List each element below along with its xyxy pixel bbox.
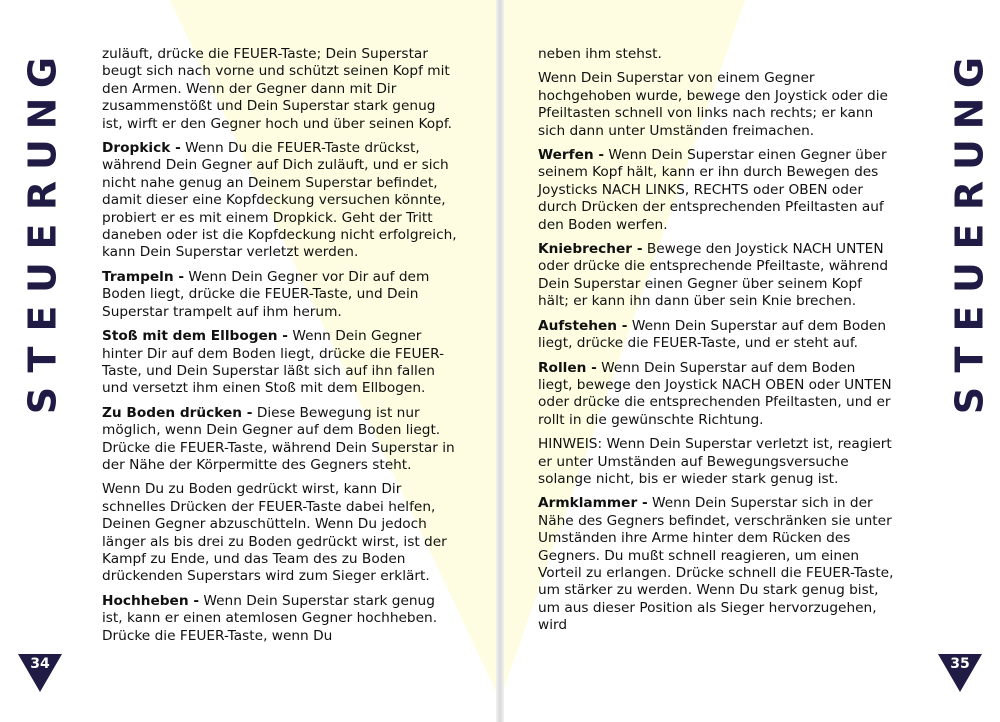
paragraph-term: Kniebrecher - [538,241,643,258]
paragraph [102,481,458,585]
right-page-text [538,46,894,642]
right-page-number [938,654,982,694]
side-title-letter: E [947,305,992,332]
paragraph-term: Dropkick - [102,140,181,157]
paragraph-body: Wenn Du die FEUER-Taste drückst, während Dein Gegner auf Dich zuläuft, und er sich nicht nahe genug an Deinem Superstar befindet, damit dieser eine Kopfdeckung versuchen könnte, probiert er es mit einem Dropkick. Geht der Tritt daneben oder ist die Kopfdeckung nicht erfolgreich, kann Dein Superstar verletzt werden. [102,140,457,261]
paragraph-body: Wenn Dein Superstar sich in der Nähe des Gegners befindet, verschränken sie unter Umständen ihre Arme hinter dem Rücken des Gegners. Du mußt schnell reagieren, um einen Vorteil zu erlangen. Drücke schnell die FEUER-Taste, um stärker zu werden. Wenn Du stark genug bist, um aus dieser Position als Sieger hervorzugehen, wird [538,495,894,634]
side-title-letter: T [20,346,65,373]
paragraph [538,495,894,634]
side-title-letter: E [947,223,992,250]
paragraph-term: Stoß mit dem Ellbogen - [102,328,288,345]
right-side-title [947,52,993,421]
paragraph [538,147,894,234]
paragraph-body: Wenn Dein Gegner vor Dir auf dem Boden liegt, drücke die FEUER-Taste, und Dein Superstar trampelt auf ihm herum. [102,268,430,320]
side-title-letter: U [947,262,992,293]
paragraph-term: Werfen - [538,147,605,164]
paragraph-body: neben ihm stehst. [538,46,662,62]
paragraph [102,593,458,645]
side-title-letter: N [947,97,992,130]
paragraph [102,405,458,475]
paragraph [102,328,458,398]
paragraph-body: Wenn Dein Superstar auf dem Boden liegt, bewege den Joystick NACH OBEN oder UNTEN oder drücke die entsprechenden Pfeiltasten, und er rollt in die gewünschte Richtung. [538,359,892,428]
side-title-letter: S [20,386,65,415]
paragraph-term: Zu Boden drücken - [102,404,253,421]
side-title-letter: R [947,180,992,211]
paragraph [102,269,458,321]
paragraph-body: zuläuft, drücke die FEUER-Taste; Dein Superstar beugt sich nach vorne und schützt seinen Kopf mit den Armen. Wenn der Gegner dann mit Dir zusammenstößt und Dein Superstar stark genug ist, wirft er den Gegner hoch und über seinen Kopf. [102,46,453,132]
right-page [500,0,1000,722]
side-title-letter: G [20,56,65,89]
paragraph-term: Trampeln - [102,268,185,285]
paragraph-term: Aufstehen - [538,317,628,334]
paragraph-body: Wenn Dein Superstar stark genug ist, kann er einen atemlosen Gegner hochheben. Drücke die FEUER-Taste, wenn Du [102,592,438,644]
paragraph-term: Rollen - [538,359,597,376]
paragraph [538,70,894,140]
side-title-letter: N [20,97,65,130]
left-side-title [20,52,66,421]
left-page-number-label: 34 [30,656,50,672]
side-title-letter: U [947,139,992,170]
paragraph-term: Armklammer - [538,495,648,512]
paragraph-body: Diese Bewegung ist nur möglich, wenn Dein Gegner auf dem Boden liegt. Drücke die FEUER-Taste, während Dein Superstar in der Nähe der Körpermitte des Gegners steht. [102,404,455,473]
book-gutter [496,0,504,722]
side-title-letter: U [20,262,65,293]
right-page-number-label: 35 [950,656,970,672]
side-title-letter: E [20,305,65,332]
side-title-letter: R [20,180,65,211]
left-page-number [18,654,62,694]
paragraph [102,46,458,133]
paragraph-body: Wenn Dein Superstar auf dem Boden liegt, drücke die FEUER-Taste, und er steht auf. [538,317,887,352]
paragraph-body: Wenn Dein Gegner hinter Dir auf dem Boden liegt, drücke die FEUER-Taste, und Dein Superstar läßt sich auf ihn fallen und versetzt ihm einen Stoß mit dem Ellbogen. [102,328,445,397]
paragraph-body: Bewege den Joystick NACH UNTEN oder drücke die entsprechende Pfeiltaste, während Dein Superstar einen Gegner über seinem Kopf hält; er kann ihn dann über sein Knie brechen. [538,241,889,310]
side-title-letter: E [20,223,65,250]
paragraph [538,360,894,430]
side-title-letter: G [947,56,992,89]
paragraph-body: HINWEIS: Wenn Dein Superstar verletzt ist, reagiert er unter Umständen auf Bewegungsversuche solange nicht, bis er wieder stark genug ist. [538,436,892,487]
paragraph [538,46,894,63]
left-page-text [102,46,458,652]
paragraph [102,140,458,262]
paragraph-body: Wenn Dein Superstar einen Gegner über seinem Kopf hält, kann er ihn durch Bewegen des Joysticks NACH LINKS, RECHTS oder OBEN oder durch Drücken der entsprechenden Pfeiltasten auf den Boden werfen. [538,147,887,233]
side-title-letter: T [947,346,992,373]
paragraph [538,436,894,488]
paragraph-term: Hochheben - [102,592,200,609]
side-title-letter: U [20,139,65,170]
paragraph [538,318,894,353]
paragraph-body: Wenn Dein Superstar von einem Gegner hochgehoben wurde, bewege den Joystick oder die Pfeiltasten schnell von links nach rechts; er kann sich dann unter Umständen freimachen. [538,70,888,139]
paragraph [538,241,894,311]
paragraph-body: Wenn Du zu Boden gedrückt wirst, kann Dir schnelles Drücken der FEUER-Taste dabei helfen, Deinen Gegner abzuschütteln. Wenn Du jedoch länger als bis drei zu Boden gedrückt wirst, ist der Kampf zu Ende, und das Team des zu Boden drückenden Superstars wird zum Sieger erklärt. [102,481,447,585]
side-title-letter: S [947,386,992,415]
